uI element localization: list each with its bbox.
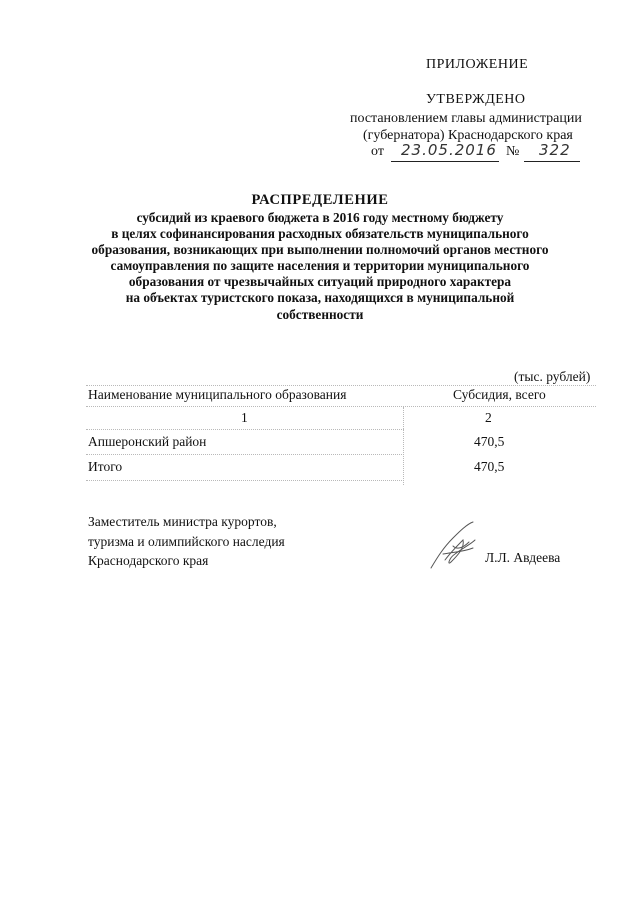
column-divider <box>403 407 404 485</box>
handwritten-signature-icon <box>423 518 493 576</box>
appendix-label: ПРИЛОЖЕНИЕ <box>426 57 529 72</box>
table-row-name: Апшеронский район <box>88 434 207 449</box>
table-row-value: 470,5 <box>474 434 505 449</box>
date-underline <box>391 161 499 162</box>
date-prefix: от <box>371 144 384 159</box>
units-label: (тыс. рублей) <box>514 369 591 384</box>
approved-by-line-2: (губернатора) Краснодарского края <box>363 128 573 143</box>
document-title-block <box>70 190 570 323</box>
table-total-value: 470,5 <box>474 459 505 474</box>
number-prefix: № <box>506 144 520 159</box>
signatory-position <box>88 512 348 571</box>
header-divider <box>86 406 596 407</box>
column-index-2: 2 <box>485 410 492 425</box>
number-handwritten: 322 <box>539 141 571 159</box>
subtitle-line: образования, возникающих при выполнении полномочий органов местного <box>91 242 549 258</box>
date-handwritten: 23.05.2016 <box>401 141 497 159</box>
signatory-position-line: Краснодарского края <box>88 553 209 568</box>
signatory-position-line: туризма и олимпийского наследия <box>88 533 285 549</box>
subtitle-line: образования от чрезвычайных ситуаций природного характера <box>128 274 512 290</box>
table-total-name: Итого <box>88 459 123 474</box>
subtitle-line: на объектах туристского показа, находящихся в муниципальной <box>125 290 515 306</box>
signatory-position-line: Заместитель министра курортов, <box>88 514 277 529</box>
approved-by-line-1: постановлением главы администрации <box>350 111 582 126</box>
subtitle-line: самоуправления по защите населения и территории муниципального <box>110 258 530 274</box>
row-divider <box>86 454 404 455</box>
subtitle-line: собственности <box>276 306 364 322</box>
table-bottom-border <box>86 480 404 481</box>
number-underline <box>524 161 580 162</box>
subtitle-line: в целях софинансирования расходных обязательств муниципального <box>111 226 529 242</box>
column-header-subsidy: Субсидия, всего <box>453 387 546 402</box>
document-title: РАСПРЕДЕЛЕНИЕ <box>251 192 389 208</box>
subtitle-line: субсидий из краевого бюджета в 2016 году местному бюджету <box>136 210 504 225</box>
table-top-border <box>86 385 596 386</box>
index-divider <box>86 429 404 430</box>
column-header-municipality: Наименование муниципального образования <box>88 387 347 402</box>
column-index-1: 1 <box>241 410 248 425</box>
approved-label: УТВЕРЖДЕНО <box>426 92 526 107</box>
signatory-name: Л.Л. Авдеева <box>485 550 561 565</box>
